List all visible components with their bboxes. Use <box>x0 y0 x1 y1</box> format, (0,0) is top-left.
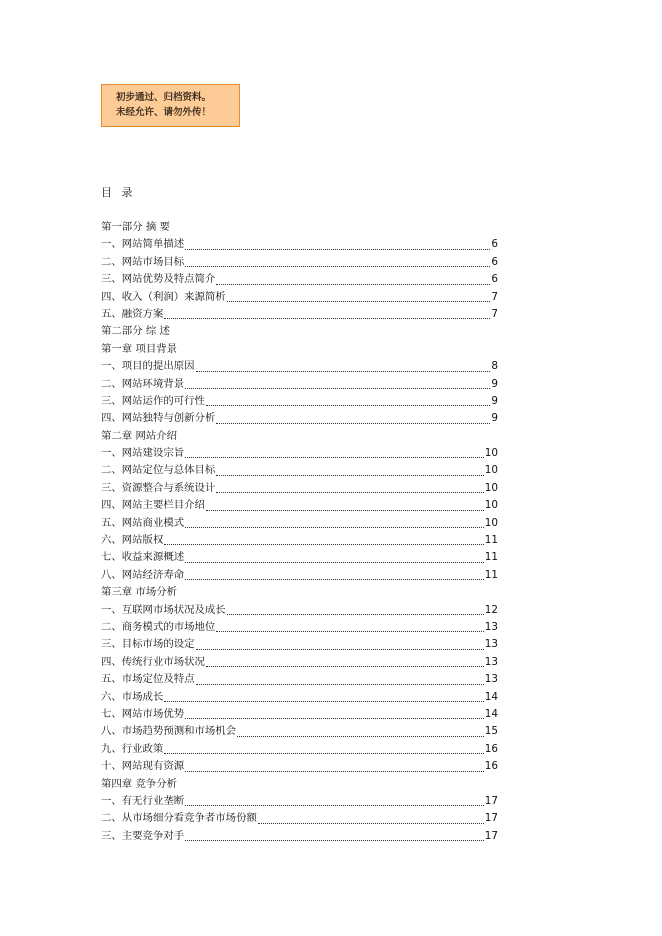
toc-dot-leader <box>185 718 484 719</box>
toc-section-heading <box>101 584 501 601</box>
toc-entry[interactable] <box>101 532 501 549</box>
toc-entry-label: 一、网站简单描述 <box>101 236 184 253</box>
toc-dot-leader <box>164 318 490 319</box>
toc-entry-label: 九、行业政策 <box>101 741 163 758</box>
toc-dot-leader <box>185 266 490 267</box>
toc-entry[interactable] <box>101 810 501 827</box>
toc-page-number: 9 <box>491 394 498 407</box>
toc-page-number: 10 <box>484 464 498 477</box>
toc-heading-text: 第二章 网站介绍 <box>101 428 177 445</box>
toc-entry[interactable] <box>101 410 501 427</box>
toc-dot-leader <box>227 614 484 615</box>
toc-dot-leader <box>206 510 484 511</box>
toc-section-heading <box>101 219 501 236</box>
toc-entry[interactable] <box>101 549 501 566</box>
toc-dot-leader <box>206 666 484 667</box>
toc-page-number: 13 <box>484 620 498 633</box>
toc-entry-label: 三、目标市场的设定 <box>101 636 195 653</box>
table-of-contents <box>101 219 501 845</box>
toc-section-heading <box>101 428 501 445</box>
toc-page-number: 7 <box>491 307 498 320</box>
toc-section-heading <box>101 341 501 358</box>
toc-entry-label: 五、市场定位及特点 <box>101 671 195 688</box>
toc-entry-label: 二、商务模式的市场地位 <box>101 619 215 636</box>
toc-dot-leader <box>216 423 490 424</box>
toc-dot-leader <box>164 544 483 545</box>
toc-dot-leader <box>185 840 484 841</box>
toc-entry[interactable] <box>101 480 501 497</box>
toc-entry[interactable] <box>101 602 501 619</box>
toc-page-number: 9 <box>491 377 498 390</box>
toc-page-number: 6 <box>491 273 498 286</box>
toc-dot-leader <box>196 371 491 372</box>
toc-entry-label: 七、网站市场优势 <box>101 706 184 723</box>
toc-page-number: 16 <box>484 760 498 773</box>
toc-entry[interactable] <box>101 393 501 410</box>
toc-page-number: 6 <box>491 255 498 268</box>
notice-line-1: 初步通过、归档资料。 <box>116 92 212 103</box>
toc-page-number: 10 <box>484 499 498 512</box>
toc-dot-leader <box>185 527 484 528</box>
toc-entry[interactable] <box>101 723 501 740</box>
toc-entry-label: 六、网站版权 <box>101 532 163 549</box>
toc-heading-text: 第三章 市场分析 <box>101 584 177 601</box>
toc-dot-leader <box>196 684 484 685</box>
toc-dot-leader <box>258 823 484 824</box>
toc-entry[interactable] <box>101 236 501 253</box>
toc-entry[interactable] <box>101 254 501 271</box>
toc-dot-leader <box>185 771 484 772</box>
toc-page-number: 12 <box>484 603 498 616</box>
toc-entry[interactable] <box>101 741 501 758</box>
toc-page-number: 17 <box>484 812 498 825</box>
toc-entry-label: 二、从市场细分看竞争者市场份额 <box>101 810 257 827</box>
toc-page-number: 11 <box>484 534 498 547</box>
toc-entry[interactable] <box>101 758 501 775</box>
toc-dot-leader <box>216 475 483 476</box>
toc-page-number: 17 <box>484 829 498 842</box>
toc-entry[interactable] <box>101 636 501 653</box>
toc-page-number: 10 <box>484 447 498 460</box>
toc-section-heading <box>101 323 501 340</box>
toc-entry-label: 五、融资方案 <box>101 306 163 323</box>
toc-entry-label: 三、资源整合与系统设计 <box>101 480 215 497</box>
toc-entry-label: 四、传统行业市场状况 <box>101 654 205 671</box>
toc-page-number: 15 <box>484 725 498 738</box>
toc-entry-label: 二、网站环境背景 <box>101 376 184 393</box>
toc-page-number: 16 <box>484 742 498 755</box>
toc-dot-leader <box>164 701 483 702</box>
toc-page-number: 8 <box>491 360 498 373</box>
toc-title: 目 录 <box>101 186 136 199</box>
toc-page-number: 11 <box>484 568 498 581</box>
toc-dot-leader <box>216 631 483 632</box>
toc-heading-text: 第二部分 综 述 <box>101 323 170 340</box>
toc-page-number: 10 <box>484 516 498 529</box>
toc-entry[interactable] <box>101 689 501 706</box>
toc-entry-label: 三、网站优势及特点简介 <box>101 271 215 288</box>
toc-dot-leader <box>185 805 484 806</box>
toc-heading-text: 第一章 项目背景 <box>101 341 177 358</box>
toc-entry[interactable] <box>101 358 501 375</box>
toc-entry-label: 一、项目的提出原因 <box>101 358 195 375</box>
toc-entry-label: 四、收入（利润）来源简析 <box>101 289 226 306</box>
toc-dot-leader <box>185 388 490 389</box>
toc-dot-leader <box>196 649 484 650</box>
toc-entry-label: 八、市场趋势预测和市场机会 <box>101 723 236 740</box>
toc-dot-leader <box>227 301 491 302</box>
toc-entry[interactable] <box>101 289 501 306</box>
toc-entry[interactable] <box>101 706 501 723</box>
toc-page-number: 14 <box>484 690 498 703</box>
toc-entry[interactable] <box>101 306 501 323</box>
toc-dot-leader <box>185 457 484 458</box>
toc-entry-label: 十、网站现有资源 <box>101 758 184 775</box>
toc-page-number: 9 <box>491 412 498 425</box>
toc-entry-label: 五、网站商业模式 <box>101 515 184 532</box>
toc-entry[interactable] <box>101 376 501 393</box>
toc-dot-leader <box>206 405 490 406</box>
toc-entry[interactable] <box>101 445 501 462</box>
toc-dot-leader <box>185 562 484 563</box>
toc-entry[interactable] <box>101 654 501 671</box>
toc-page-number: 13 <box>484 673 498 686</box>
toc-page-number: 6 <box>491 238 498 251</box>
toc-entry-label: 八、网站经济寿命 <box>101 567 184 584</box>
toc-entry[interactable] <box>101 793 501 810</box>
toc-entry[interactable] <box>101 671 501 688</box>
toc-heading-text: 第一部分 摘 要 <box>101 219 170 236</box>
notice-line-2: 未经允许、请勿外传！ <box>116 107 212 118</box>
toc-entry[interactable] <box>101 828 501 845</box>
toc-page-number: 7 <box>491 290 498 303</box>
toc-entry-label: 一、有无行业垄断 <box>101 793 184 810</box>
toc-entry-label: 四、网站主要栏目介绍 <box>101 497 205 514</box>
toc-entry[interactable] <box>101 271 501 288</box>
toc-entry-label: 一、网站建设宗旨 <box>101 445 184 462</box>
toc-entry[interactable] <box>101 462 501 479</box>
toc-dot-leader <box>216 492 483 493</box>
toc-dot-leader <box>164 753 483 754</box>
toc-entry-label: 一、互联网市场状况及成长 <box>101 602 226 619</box>
toc-entry-label: 四、网站独特与创新分析 <box>101 410 215 427</box>
toc-entry[interactable] <box>101 515 501 532</box>
notice-box <box>101 84 240 127</box>
toc-page-number: 13 <box>484 638 498 651</box>
toc-dot-leader <box>237 736 484 737</box>
toc-entry-label: 七、收益来源概述 <box>101 549 184 566</box>
toc-entry[interactable] <box>101 497 501 514</box>
toc-entry-label: 三、主要竞争对手 <box>101 828 184 845</box>
toc-dot-leader <box>185 579 484 580</box>
toc-page-number: 11 <box>484 551 498 564</box>
toc-section-heading <box>101 776 501 793</box>
toc-entry-label: 二、网站市场目标 <box>101 254 184 271</box>
toc-page-number: 17 <box>484 794 498 807</box>
toc-entry-label: 六、市场成长 <box>101 689 163 706</box>
toc-entry-label: 三、网站运作的可行性 <box>101 393 205 410</box>
toc-dot-leader <box>185 249 490 250</box>
toc-entry[interactable] <box>101 619 501 636</box>
toc-page-number: 10 <box>484 481 498 494</box>
toc-heading-text: 第四章 竞争分析 <box>101 776 177 793</box>
toc-entry[interactable] <box>101 567 501 584</box>
toc-page-number: 14 <box>484 707 498 720</box>
toc-dot-leader <box>216 284 490 285</box>
toc-entry-label: 二、网站定位与总体目标 <box>101 462 215 479</box>
toc-page-number: 13 <box>484 655 498 668</box>
